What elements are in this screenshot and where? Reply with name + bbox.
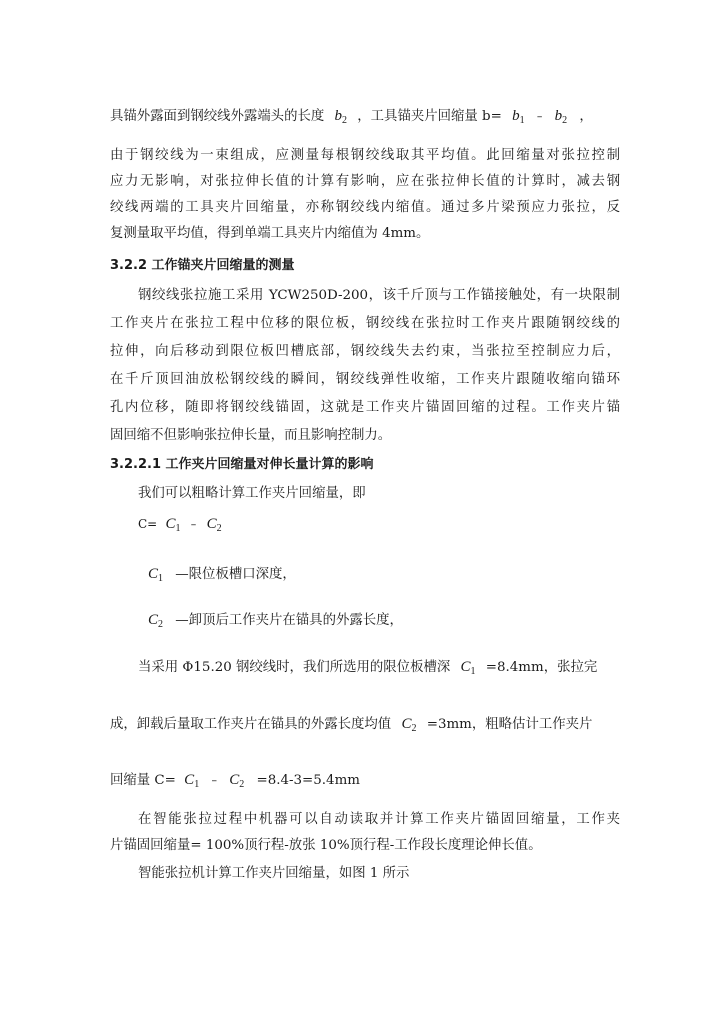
text-span: =3mm，粗略估计工作夹片 [426, 717, 593, 732]
paragraph-line: 孔内位移，随即将钢绞线锚固，这就是工作夹片锚固回缩的过程。工作夹片锚 [110, 400, 620, 415]
paragraph-line: 智能张拉机计算工作夹片回缩量，如图 1 所示 [138, 866, 410, 881]
formula-lhs: C= [138, 517, 158, 531]
paragraph-line: 片锚固回缩量= 100%顶行程-放张 10%顶行程-工作段长度理论伸长值。 [110, 838, 542, 853]
math-symbol: $C_2$ [148, 612, 164, 630]
paragraph-line: 工作夹片在张拉工程中位移的限位板，钢绞线在张拉时工作夹片跟随钢绞线的 [110, 316, 620, 331]
formula [138, 514, 222, 539]
paragraph-line: 固回缩不但影响张拉伸长量，而且影响控制力。 [110, 428, 392, 443]
paragraph-line: 复测量取平均值，得到单端工具夹片内缩值为 4mm。 [110, 226, 430, 241]
math-symbol: $C_2$ [229, 772, 245, 790]
section-heading: 3.2.2 工作锚夹片回缩量的测量 [110, 258, 295, 273]
text-span: ， [579, 109, 593, 124]
text-line [110, 106, 593, 131]
paragraph-line: 在智能张拉过程中机器可以自动读取并计算工作夹片锚固回缩量，工作夹 [138, 812, 620, 827]
math-symbol: $C_2$ [206, 516, 222, 534]
math-symbol: $C_1$ [148, 566, 164, 584]
text-span: ，工具锚夹片回缩量 b= [357, 109, 502, 124]
text-span: 成，卸载后量取工作夹片在锚具的外露长度均值 [110, 717, 392, 732]
paragraph-line [110, 714, 592, 739]
math-symbol: $b_1$ [512, 108, 525, 126]
subsection-heading: 3.2.2.1 工作夹片回缩量对伸长量计算的影响 [110, 457, 374, 472]
definition-text: —卸顶后工作夹片在锚具的外露长度， [175, 613, 403, 628]
paragraph-line: 由于钢绞线为一束组成，应测量每根钢绞线取其平均值。此回缩量对张拉控制 [110, 148, 620, 163]
paragraph-line: 应力无影响，对张拉伸长值的计算有影响，应在张拉伸长值的计算时，减去钢 [110, 174, 620, 189]
text-span: =8.4mm，张拉完 [485, 660, 598, 675]
math-symbol: $C_1$ [165, 516, 181, 534]
minus-sign: – [211, 774, 217, 787]
definition-text: —限位板槽口深度， [175, 567, 296, 582]
minus-sign: – [190, 518, 197, 531]
math-symbol: $b_2$ [554, 108, 568, 126]
text-span: 具锚外露面到钢绞线外露端头的长度 [110, 109, 325, 124]
text-span: =8.4-3=5.4mm [256, 773, 360, 788]
paragraph-line [110, 770, 360, 795]
math-symbol: $C_1$ [184, 772, 200, 790]
minus-sign: – [536, 110, 543, 123]
paragraph-line: 我们可以粗略计算工作夹片回缩量，即 [138, 486, 366, 501]
paragraph-line: 拉伸，向后移动到限位板凹槽底部，钢绞线失去约束，当张拉至控制应力后， [110, 344, 620, 359]
paragraph-line [138, 657, 597, 682]
math-symbol: $C_2$ [401, 716, 417, 734]
definition-line [148, 610, 403, 635]
paragraph-line: 绞线两端的工具夹片回缩量，亦称钢绞线内缩值。通过多片梁预应力张拉，反 [110, 200, 620, 215]
math-symbol: $b_2$ [334, 108, 348, 126]
paragraph-line: 在千斤顶回油放松钢绞线的瞬间，钢绞线弹性收缩，工作夹片跟随收缩向锚环 [110, 372, 620, 387]
text-span: 回缩量 C= [110, 773, 176, 788]
paragraph-line: 钢绞线张拉施工采用 YCW250D-200，该千斤顶与工作锚接触处，有一块限制 [138, 288, 620, 303]
definition-line [148, 564, 296, 589]
math-symbol: $C_1$ [460, 659, 476, 677]
text-span: 当采用 Φ15.20 钢绞线时，我们所选用的限位板槽深 [138, 660, 451, 675]
